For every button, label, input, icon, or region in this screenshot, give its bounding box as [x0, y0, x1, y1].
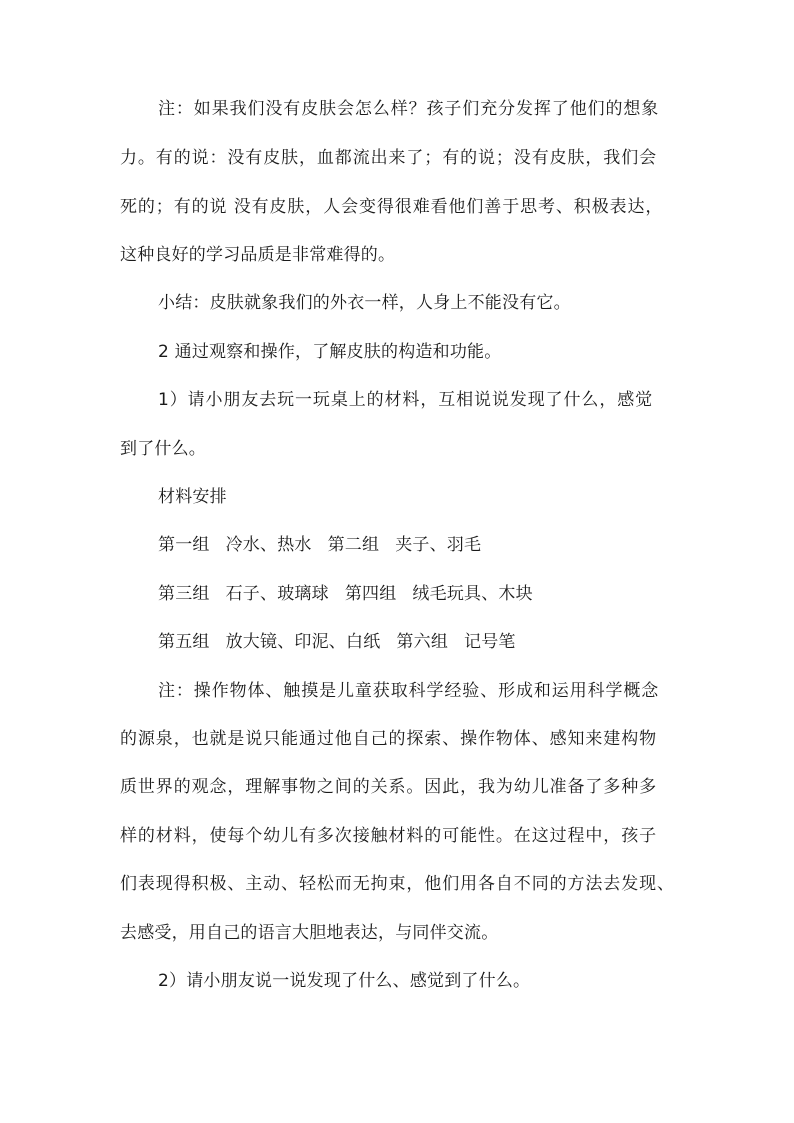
paragraph-line: 的源泉，也就是说只能通过他自己的探索、操作物体、感知来建构物: [120, 729, 657, 749]
group-row: [158, 630, 516, 654]
step-line: 2）请小朋友说一说发现了什么、感觉到了什么。: [158, 971, 531, 991]
section-heading: 2 通过观察和操作，了解皮肤的构造和功能。: [158, 342, 502, 362]
step-line: 1）请小朋友去玩一玩桌上的材料，互相说说发现了什么，感觉: [158, 390, 654, 410]
group-items: 记号笔: [464, 632, 516, 652]
paragraph-line: 们表现得积极、主动、轻松而无拘束，他们用各自不同的方法去发现、: [120, 874, 675, 894]
summary-line: 小结：皮肤就象我们的外衣一样，人身上不能没有它。: [158, 293, 571, 313]
group-row: [158, 582, 533, 606]
group-items: 冷水、热水: [225, 535, 312, 555]
paragraph-line: 力。有的说：没有皮肤，血都流出来了；有的说；没有皮肤，我们会: [120, 148, 657, 168]
paragraph-line: 样的材料，使每个幼儿有多次接触材料的可能性。在这过程中，孩子: [120, 826, 657, 846]
paragraph-line: 死的；有的说 没有皮肤，人会变得很难看他们善于思考、积极表达，: [120, 197, 664, 217]
step-line: 到了什么。: [120, 439, 206, 459]
group-items: 放大镜、印泥、白纸: [225, 632, 381, 652]
materials-heading: 材料安排: [158, 487, 227, 507]
group-items: 绒毛玩具、木块: [412, 584, 533, 604]
group-row: [158, 533, 481, 557]
paragraph-line: 质世界的观念，理解事物之间的关系。因此，我为幼儿准备了多种多: [120, 777, 657, 797]
paragraph-line: 去感受，用自己的语言大胆地表达，与同伴交流。: [120, 923, 499, 943]
group-name: 第二组: [327, 535, 380, 555]
paragraph-line: 这种良好的学习品质是非常难得的。: [120, 245, 396, 265]
group-name: 第六组: [396, 632, 449, 652]
group-items: 石子、玻璃球: [225, 584, 329, 604]
group-name: 第一组: [158, 535, 210, 555]
group-items: 夹子、羽毛: [395, 535, 482, 555]
group-name: 第四组: [344, 584, 397, 604]
group-name: 第三组: [158, 584, 210, 604]
group-name: 第五组: [158, 632, 210, 652]
paragraph-line: 注：如果我们没有皮肤会怎么样？孩子们充分发挥了他们的想象: [158, 99, 660, 119]
paragraph-line: 注：操作物体、触摸是儿童获取科学经验、形成和运用科学概念: [158, 681, 660, 701]
